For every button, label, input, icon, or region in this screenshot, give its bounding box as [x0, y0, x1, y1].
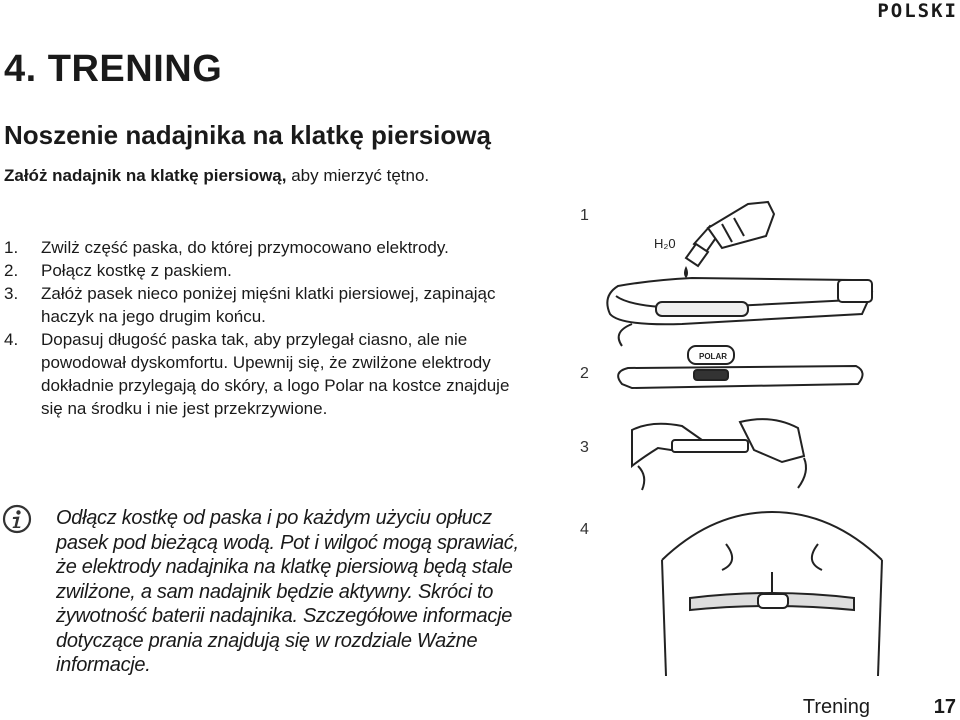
intro-paragraph — [4, 164, 504, 187]
transmitter-icon — [618, 346, 862, 388]
language-label: POLSKI — [877, 0, 958, 22]
polar-logo: POLAR — [699, 352, 727, 361]
step-number: 3. — [4, 284, 19, 303]
step-number: 2. — [4, 261, 19, 280]
chapter-title: 4. TRENING — [4, 48, 223, 90]
step-number: 1. — [4, 238, 19, 257]
illustration-label-3: 3 — [580, 439, 589, 456]
step-item — [4, 328, 514, 420]
torso-icon — [662, 512, 882, 676]
footer-section-label: Trening — [802, 696, 870, 718]
step-text: Dopasuj długość paska tak, aby przylegał ciasno, ale nie powodował dyskomfortu. Upewnij się, że zwilżone elektrody dokładnie przylegają do skóry, a logo Polar na kostce znajduje się na środku i nie jest przekrzywione. — [41, 330, 510, 418]
section-title: Noszenie nadajnika na klatkę piersiową — [4, 120, 491, 150]
steps-list — [4, 236, 514, 420]
intro-rest: aby mierzyć tętno. — [286, 166, 430, 185]
note-text: Odłącz kostkę od paska i po każdym użyciu opłucz pasek pod bieżącą wodą. Pot i wilgoć mogą sprawiać, że elektrody nadajnika na klatkę piersiową będą stale zwilżone, a sam nadajnik będzie aktywny. Skróci to żywotność baterii nadajnika. Szczegółowe informacje dotyczące prania znajdują się w rozdziale Ważne informacje. — [56, 507, 519, 676]
info-icon — [2, 504, 32, 534]
step-item — [4, 236, 514, 259]
step-number: 4. — [4, 330, 19, 349]
chest-strap-illustration — [572, 196, 960, 696]
hands-icon — [632, 419, 806, 490]
water-bottle-icon — [686, 202, 774, 266]
illustration-label-2: 2 — [580, 365, 589, 382]
step-text: Załóż pasek nieco poniżej mięśni klatki piersiowej, zapinając haczyk na jego drugim końcu. — [41, 284, 496, 326]
water-label: H₂0 — [654, 236, 676, 251]
step-item — [4, 259, 514, 282]
strap-icon — [607, 278, 872, 346]
intro-bold: Załóż nadajnik na klatkę piersiową, — [4, 166, 287, 185]
step-text: Połącz kostkę z paskiem. — [41, 261, 232, 280]
step-text: Zwilż część paska, do której przymocowano elektrody. — [41, 238, 449, 257]
illustration-label-1: 1 — [580, 207, 589, 224]
page-number: 17 — [933, 696, 956, 718]
illustration-label-4: 4 — [580, 521, 589, 538]
step-item — [4, 282, 514, 328]
water-drop-icon — [684, 266, 688, 278]
